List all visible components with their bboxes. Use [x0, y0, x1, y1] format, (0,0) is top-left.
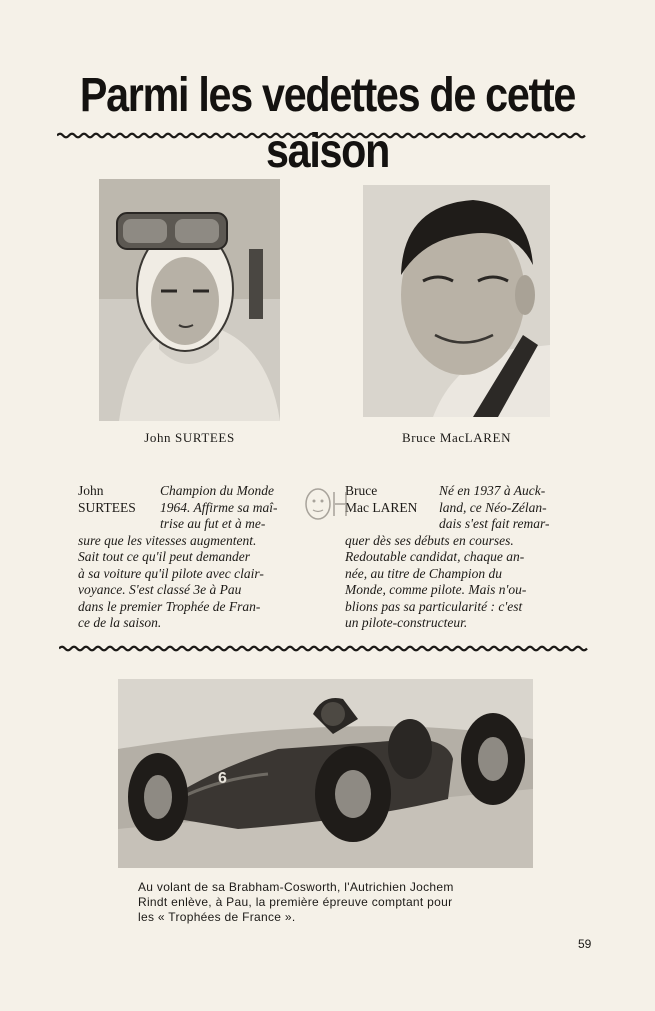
- car-caption-line: Rindt enlève, à Pau, la première épreuve comptant pour: [138, 895, 453, 909]
- page-title: Parmi les vedettes de cette saison: [79, 69, 576, 178]
- maclaren-name-first: Bruce: [345, 483, 378, 498]
- car-caption: [138, 880, 528, 925]
- surtees-name-last: SURTEES: [78, 499, 136, 515]
- bio-line: land, ce Néo-Zélan-: [439, 499, 547, 515]
- surtees-bio: [78, 483, 308, 632]
- car-caption-line: Au volant de sa Brabham-Cosworth, l'Autrichien Jochem: [138, 880, 454, 894]
- middle-divider: [59, 645, 592, 651]
- maclaren-caption: Bruce MacLAREN: [401, 430, 512, 445]
- race-car-photo: [118, 679, 533, 868]
- bio-line: Redoutable candidat, chaque an-: [345, 549, 525, 564]
- page-number: 59: [578, 937, 592, 951]
- svg-text:6: 6: [218, 770, 227, 787]
- surtees-name: [78, 483, 136, 516]
- bio-line: ce de la saison.: [78, 615, 162, 630]
- surtees-name-first: John: [78, 483, 104, 498]
- bio-line: sure que les vitesses augmentent.: [78, 532, 257, 548]
- bio-line: un pilote-constructeur.: [345, 615, 468, 630]
- bio-line: Né en 1937 à Auck-: [439, 483, 546, 498]
- maclaren-name: [345, 483, 417, 516]
- watermark-stamp: [300, 484, 352, 524]
- maclaren-photo: [363, 185, 550, 417]
- top-divider: [57, 132, 588, 138]
- bio-line: dans le premier Trophée de Fran-: [78, 598, 261, 614]
- car-caption-line: les « Trophées de France ».: [138, 910, 296, 924]
- bio-line: blions pas sa particularité : c'est: [345, 598, 523, 614]
- bio-line: quer dès ses débuts en courses.: [345, 532, 514, 548]
- bio-line: à sa voiture qu'il pilote avec clair-: [78, 565, 264, 581]
- surtees-caption: John SURTEES: [144, 430, 235, 445]
- maclaren-name-last: Mac LAREN: [345, 499, 418, 515]
- bio-line: 1964. Affirme sa maî-: [160, 499, 278, 515]
- surtees-photo: [99, 179, 280, 421]
- bio-line: Sait tout ce qu'il peut demander: [78, 549, 250, 564]
- bio-line: trise au fut et à me-: [160, 516, 266, 531]
- bio-line: dais s'est fait remar-: [439, 516, 550, 531]
- bio-line: Monde, comme pilote. Mais n'ou-: [345, 582, 527, 597]
- bio-line: voyance. S'est classé 3e à Pau: [78, 582, 242, 597]
- bio-line: Champion du Monde: [160, 483, 274, 498]
- bio-line: née, au titre de Champion du: [345, 565, 502, 581]
- maclaren-bio: [345, 483, 575, 632]
